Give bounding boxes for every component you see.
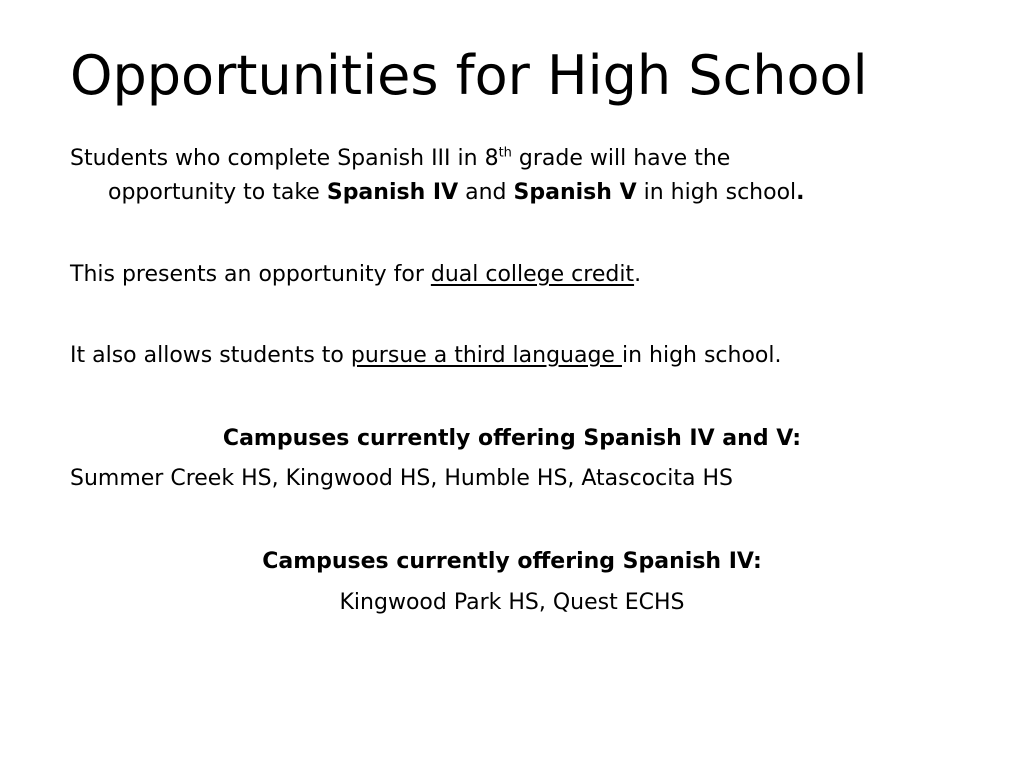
paragraph-text: This presents an opportunity for bbox=[70, 262, 431, 287]
heading-spanish-iv-and-v: Campuses currently offering Spanish IV and V: bbox=[222, 426, 802, 451]
campus-list-iv: Kingwood Park HS, Quest ECHS bbox=[339, 590, 685, 615]
paragraph-text: in high school bbox=[636, 180, 797, 205]
bold-spanish-v: Spanish V bbox=[513, 180, 637, 205]
paragraph-period: . bbox=[796, 180, 805, 205]
paragraph-text: It also allows students to bbox=[70, 343, 351, 368]
heading-spanish-iv: Campuses currently offering Spanish IV: bbox=[262, 549, 762, 574]
slide-title: Opportunities for High School bbox=[70, 44, 868, 107]
paragraph-text: opportunity to take bbox=[108, 180, 327, 205]
superscript-th: th bbox=[498, 145, 512, 161]
underlined-third-language: pursue a third language bbox=[350, 343, 622, 368]
paragraph-text: and bbox=[458, 180, 514, 205]
paragraph-line-2 bbox=[70, 176, 970, 210]
paragraph-spanish-path bbox=[70, 142, 970, 210]
campus-list-iv-and-v: Summer Creek HS, Kingwood HS, Humble HS, Atascocita HS bbox=[70, 466, 733, 491]
paragraph-text: in high school. bbox=[621, 343, 782, 368]
paragraph-text: Students who complete Spanish III in 8 bbox=[70, 146, 499, 171]
underlined-dual-college-credit: dual college credit bbox=[430, 262, 635, 287]
paragraph-dual-credit bbox=[70, 258, 970, 292]
paragraph-text: grade will have the bbox=[511, 146, 731, 171]
paragraph-period: . bbox=[634, 262, 642, 287]
paragraph-third-language bbox=[70, 339, 970, 373]
bold-spanish-iv: Spanish IV bbox=[326, 180, 459, 205]
